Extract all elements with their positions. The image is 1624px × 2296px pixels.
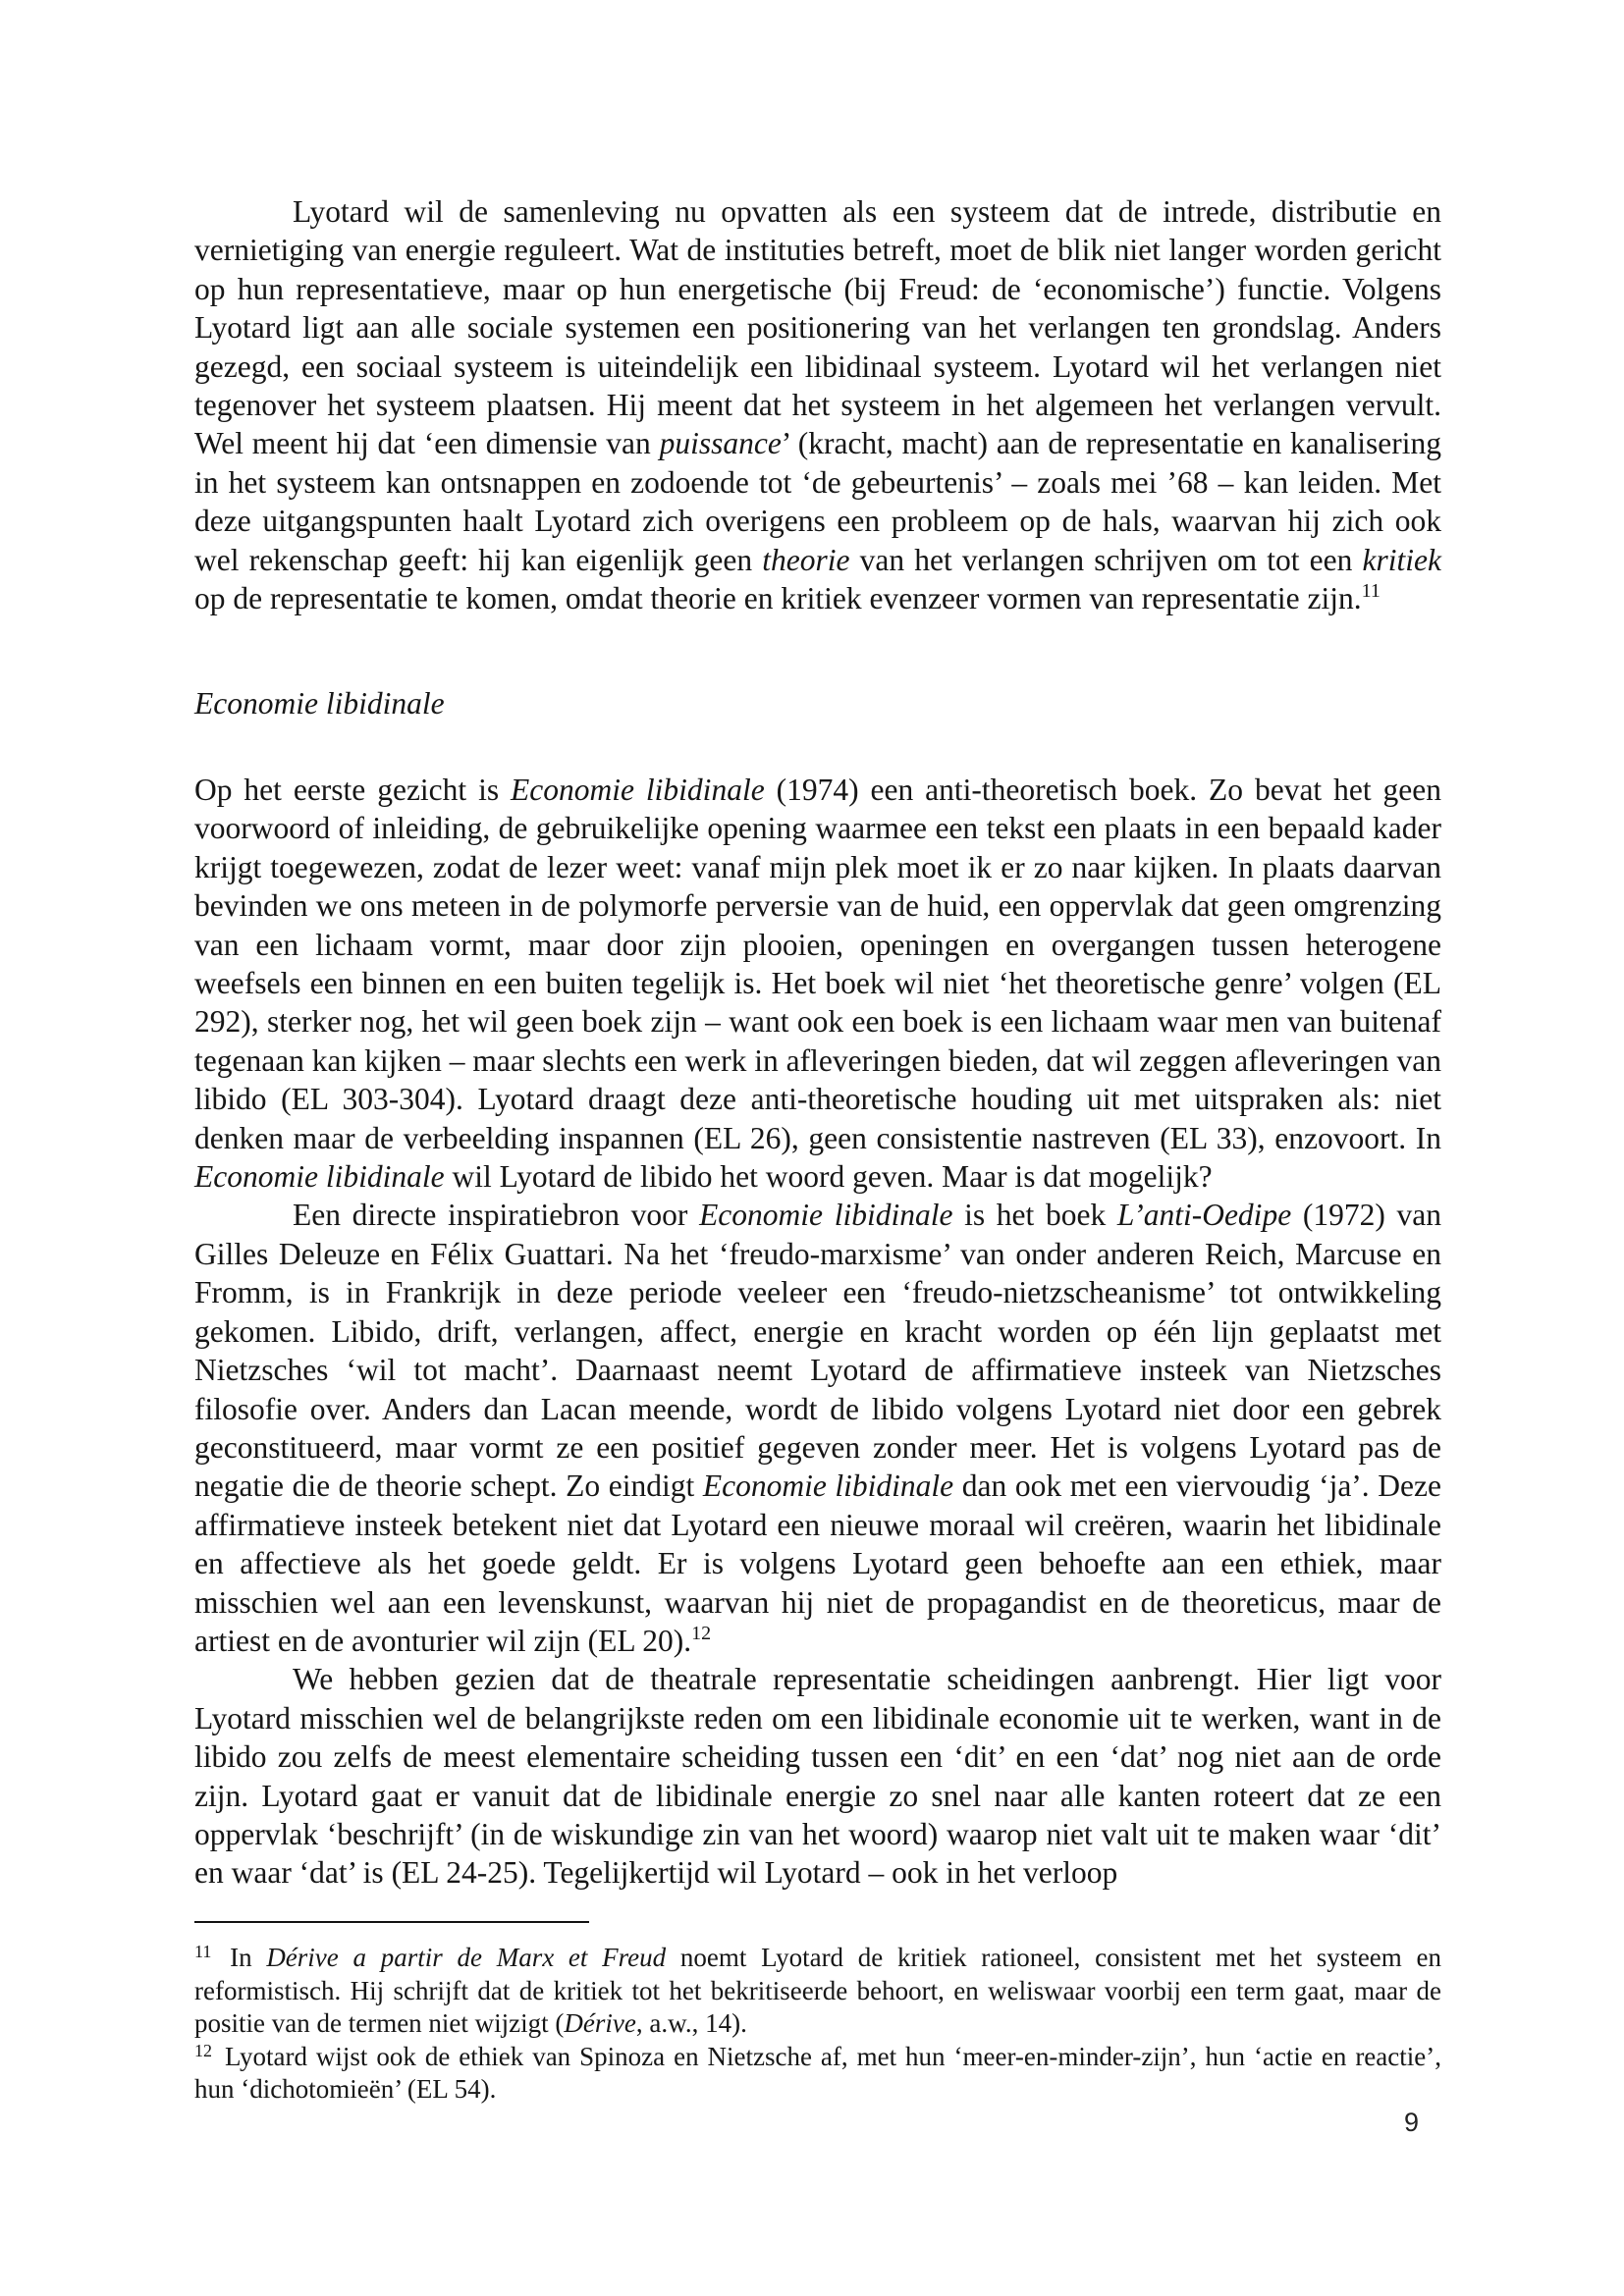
- section-heading: Economie libidinale: [194, 686, 445, 721]
- paragraph: Op het eerste gezicht is Economie libidinale (1974) een anti-theoretisch boek. Zo bevat het geen voorwoord of inleiding, de gebruikelijke opening waarmee een tekst een plaats in een bepaald kader krijgt toegewezen, zodat de lezer weet: vanaf mijn plek moet ik er zo naar kijken. In plaats daarvan bevinden we ons meteen in de polymorfe perversie van de huid, een oppervlak dat geen omgrenzing van een lichaam vormt, maar door zijn plooien, openingen en overgangen tussen heterogene weefsels een binnen en een buiten tegelijk is. Het boek wil niet ‘het theoretische genre’ volgen (EL 292), sterker nog, het wil geen boek zijn – want ook een boek is een lichaam waar men van buitenaf tegenaan kan kijken – maar slechts een werk in afleveringen bieden, dat wil zeggen afleveringen van libido (EL 303-304). Lyotard draagt deze anti-theoretische houding uit met uitspraken als: niet denken maar de verbeelding inspannen (EL 26), geen consistentie nastreven (EL 33), enzovoort. In Economie libidinale wil Lyotard de libido het woord geven. Maar is dat mogelijk?: [194, 773, 1441, 1195]
- footnote-11: $^{11}$ In Dérive a partir de Marx et Freud noemt Lyotard de kritiek rationeel, consistent met het systeem en reformistisch. Hij schrijft dat de kritiek tot het bekritiseerde behoort, en weliswaar voorbij een term gaat, maar de positie van de termen niet wijzigt (Dérive, a.w., 14).: [194, 1942, 1441, 2038]
- body-text-main: [194, 771, 1441, 1893]
- footnote-number: 12: [194, 2040, 212, 2060]
- footnote-12: $^{12}$ Lyotard wijst ook de ethiek van Spinoza en Nietzsche af, met hun ‘meer-en-minder-zijn’, hun ‘actie en reactie’, hun ‘dichotomieën’ (EL 54).: [194, 2040, 1441, 2104]
- paragraph: Een directe inspiratiebron voor Economie libidinale is het boek L’anti-Oedipe (1972) van Gilles Deleuze en Félix Guattari. Na het ‘freudo-marxisme’ van onder anderen Reich, Marcuse en Fromm, is in Frankrijk in deze periode veeleer een ‘freudo-nietzscheanisme’ tot ontwikkeling gekomen. Libido, drift, verlangen, affect, energie en kracht worden op één lijn geplaatst met Nietzsches ‘wil tot macht’. Daarnaast neemt Lyotard de affirmatieve insteek van Nietzsches filosofie over. Anders dan Lacan meende, wordt de libido volgens Lyotard niet door een gebrek geconstitueerd, maar vormt ze een positief gegeven zonder meer. Het is volgens Lyotard pas de negatie die de theorie schept. Zo eindigt Economie libidinale dan ook met een viervoudig ‘ja’. Deze affirmatieve insteek betekent niet dat Lyotard een nieuwe moraal wil creëren, waarin het libidinale en affectieve als het goede geldt. Er is volgens Lyotard geen behoefte aan een ethiek, maar misschien wel aan een levenskunst, waarvan hij niet de propagandist en de theoreticus, maar de artiest en de avonturier wil zijn (EL 20).$^{12}$: [194, 1198, 1441, 1658]
- paragraph: Lyotard wil de samenleving nu opvatten als een systeem dat de intrede, distributie en vernietiging van energie reguleert. Wat de instituties betreft, moet de blik niet langer worden gericht op hun representatieve, maar op hun energetische (bij Freud: de ‘economische’) functie. Volgens Lyotard ligt aan alle sociale systemen een positionering van het verlangen ten grondslag. Anders gezegd, een sociaal systeem is uiteindelijk een libidinaal systeem. Lyotard wil het verlangen niet tegenover het systeem plaatsen. Hij meent dat het systeem in het algemeen het verlangen vervult. Wel meent hij dat ‘een dimensie van puissance’ (kracht, macht) aan de representatie en kanalisering in het systeem kan ontsnappen en zodoende tot ‘de gebeurtenis’ – zoals mei ’68 – kan leiden. Met deze uitgangspunten haalt Lyotard zich overigens een probleem op de hals, waarvan hij zich ook wel rekenschap geeft: hij kan eigenlijk geen theorie van het verlangen schrijven om tot een kritiek op de representatie te komen, omdat theorie en kritiek evenzeer vormen van representatie zijn.$^{11}$: [194, 194, 1441, 616]
- footnotes: [194, 1942, 1441, 2107]
- body-text-top: [194, 192, 1441, 617]
- footnote-separator: [194, 1921, 589, 1923]
- footnote-reference[interactable]: 12: [691, 1622, 712, 1644]
- footnote-reference[interactable]: 11: [1361, 580, 1380, 603]
- page-number: 9: [1404, 2108, 1420, 2137]
- paragraph: We hebben gezien dat de theatrale representatie scheidingen aanbrengt. Hier ligt voor Lyotard misschien wel de belangrijkste reden om een libidinale economie uit te werken, want in de libido zou zelfs de meest elementaire scheiding tussen een ‘dit’ en een ‘dat’ nog niet aan de orde zijn. Lyotard gaat er vanuit dat de libidinale energie zo snel naar alle kanten roteert dat ze een oppervlak ‘beschrijft’ (in de wiskundige zin van het woord) waarop niet valt uit te maken waar ‘dit’ en waar ‘dat’ is (EL 24-25). Tegelijkertijd wil Lyotard – ook in het verloop: [194, 1662, 1441, 1891]
- footnote-number: 11: [194, 1942, 212, 1961]
